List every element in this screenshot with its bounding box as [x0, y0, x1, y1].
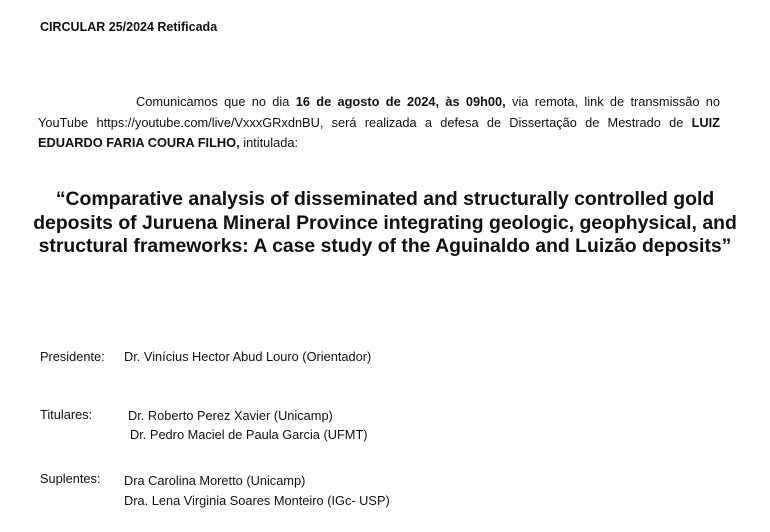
announcement-text-1: Comunicamos que no dia [136, 94, 296, 109]
announcement-text-3: intitulada: [239, 135, 299, 150]
announcement-text-2: via remota, link de transmissão no YouTube https://youtube.com/live/VxxxGRxdnBU, será realizada a defesa de Dissertação de Mestrado de [38, 94, 721, 130]
titular-member: Dr. Roberto Perez Xavier (Unicamp) [128, 408, 333, 423]
titulares-list [128, 407, 368, 444]
titulares-label: Titulares: [40, 407, 93, 422]
suplente-member: Dra Carolina Moretto (Unicamp) [124, 473, 306, 488]
thesis-title: “Comparative analysis of disseminated and structurally controlled gold deposits of Juruena Mineral Province integrating geologic, geophysical, and structural frameworks: A case study of the Aguinaldo and Luizão deposits” [33, 188, 737, 257]
suplentes-row [40, 471, 390, 511]
presidente-label: Presidente: [40, 349, 105, 364]
announcement-paragraph [38, 92, 720, 154]
defense-date: 16 de agosto de 2024, às 09h00, [295, 94, 506, 109]
suplentes-list [124, 471, 390, 511]
suplentes-label: Suplentes: [40, 471, 101, 486]
titular-member: Dr. Pedro Maciel de Paula Garcia (UFMT) [130, 426, 368, 442]
suplente-member: Dra. Lena Virginia Soares Monteiro (IGc- USP) [124, 493, 390, 508]
titulares-row [40, 407, 368, 444]
presidente-name: Dr. Vinícius Hector Abud Louro (Orientador) [124, 349, 372, 364]
candidate-name: LUIZ EDUARDO FARIA COURA FILHO, [38, 114, 720, 150]
presidente-row [40, 349, 371, 364]
circular-header: CIRCULAR 25/2024 Retificada [40, 20, 218, 34]
